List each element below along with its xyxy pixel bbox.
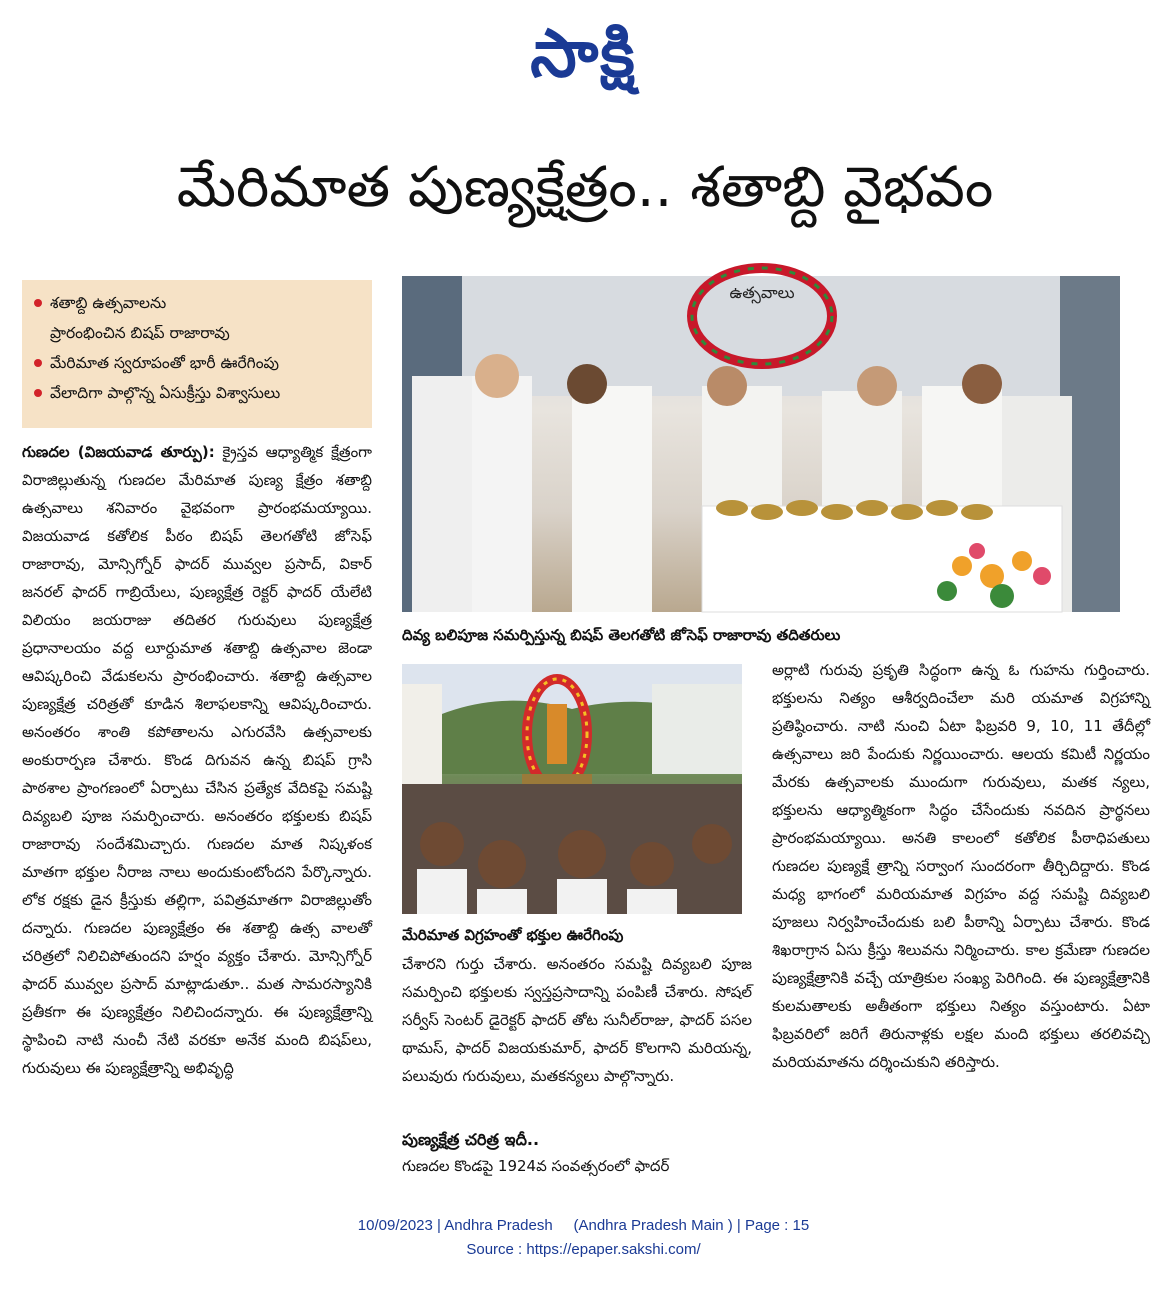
sub-heading: పుణ్యక్షేత్ర చరిత్ర ఇదీ.. bbox=[402, 1130, 540, 1149]
footer-source bbox=[0, 1240, 1167, 1260]
mass-photo bbox=[402, 276, 1120, 612]
article-body-1: క్రైస్తవ ఆధ్యాత్మిక క్షేత్రంగా విరాజిల్లుతున్న గుణదల మేరిమాత పుణ్య క్షేత్రం శతాబ్ది ఉత్సవాలు శనివారం వైభవంగా ప్రారంభమయ్యాయి. విజయవాడ కతోలిక పీఠం బిషప్ తెలగతోటి జోసెఫ్ రాజారావు, మోన్సిగ్నోర్ ఫాదర్ మువ్వల ప్రసాద్, వికార్ జనరల్ ఫాదర్ గాబ్రియేలు, పుణ్యక్షేత్ర రెక్టర్ ఫాదర్ యేలేటి విలియం జయరాజు తదితర గురువులు పుణ్యక్షేత్ర ప్రధానాలయం వద్ద లూర్దుమాత శతాబ్ది ఉత్సవాల జెండా ఆవిష్కరించి వేడుకలను ప్రారంభించారు. శతాబ్ది ఉత్సవాల పుణ్యక్షేత్ర చరిత్రతో కూడిన శిలాఫలకాన్ని ఆవిష్కరించారు. అనంతరం శాంతి కపోతాలను ఎగురవేసి ఉత్సవాలకు అంకురార్పణ చేశారు. కొండ దిగువన ఉన్న బిషప్ గ్రాసి పాఠశాల ప్రాంగణంలో ఏర్పాటు చేసిన ప్రత్యేక వేదికపై సమష్టి దివ్యబలి పూజ సమర్పించారు. అనంతరం భక్తులకు బిషప్ రాజారావు సందేశమిచ్చారు. గుణదల మాత నిష్కళంక మాతగా భక్తుల నీరాజ నాలు అందుకుంటోందని పేర్కొన్నారు. లోక రక్షకు డైన క్రీస్తుకు తల్లిగా, పవిత్రమాతగా విరాజిల్లుతోం దన్నారు. గుణదల పుణ్యక్షేత్రం ఈ శతాబ్ది ఉత్స వాలతో చరిత్రలో నిలిచిపోతుందని హర్షం వ్యక్తం చేశారు. మోన్సిగ్నోర్ ఫాదర్ మువ్వల ప్రసాద్ మాట్లాడుతూ.. మత సామరస్యానికి ప్రతీకగా ఈ పుణ్యక్షేత్రం నిలిచిందన్నారు. ఈ పుణ్యక్షేత్రాన్ని స్థాపించి నాటి నుంచీ నేటి వరకూ అనేక మంది బిషప్‌లు, గురువులు ఈ పుణ్యక్షేత్రాన్ని అభివృద్ధి bbox=[22, 443, 372, 1077]
masthead bbox=[0, 14, 1167, 94]
bullet-icon bbox=[34, 389, 42, 397]
highlight-line: వేలాదిగా పాల్గొన్న ఏసుక్రీస్తు విశ్వాసులు bbox=[50, 384, 281, 402]
mass-photo-illustration bbox=[402, 276, 1120, 612]
highlights-box bbox=[22, 280, 372, 428]
photo-caption-2: మేరిమాత విగ్రహంతో భక్తుల ఊరేగింపు bbox=[402, 926, 624, 944]
highlight-line: ప్రారంభించిన బిషప్ రాజారావు bbox=[50, 324, 230, 342]
article-column-2: చేశారని గుర్తు చేశారు. అనంతరం సమష్టి దివ్యబలి పూజ సమర్పించి భక్తులకు స్వస్తప్రసాదాన్ని పంపిణీ చేశారు. సోషల్ సర్వీస్ సెంటర్ డైరెక్టర్ ఫాదర్ తోట సునీల్‌రాజు, ఫాదర్ పసల థామస్, ఫాదర్ విజయకుమార్, ఫాదర్ కొలగాని మరియన్న, పలువురు గురువులు, మతకన్యలు పాల్గొన్నారు. bbox=[402, 955, 752, 1085]
article-column-3: అర్లాటి గురువు ప్రకృతి సిద్ధంగా ఉన్న ఓ గుహను గుర్తించారు. భక్తులను నిత్యం ఆశీర్వదించేలా మరి యమాత విగ్రహాన్ని ప్రతిష్ఠించారు. నాటి నుంచి ఏటా ఫిబ్రవరి 9, 10, 11 తేదీల్లో ఉత్సవాలు జరి పేందుకు నిర్ణయించారు. ఆలయ కమిటీ నిర్ణయం మేరకు ఉత్సవాలకు ముందుగా గురువులు, మతక న్యలు, భక్తులను ఆధ్యాత్మికంగా సిద్ధం చేసేందుకు నవదిన ప్రార్థనలు ప్రారంభమయ్యాయి. అనతి కాలంలో కతోలిక పీఠాధిపతులు గుణదల పుణ్యక్షే త్రాన్ని సర్వాంగ సుందరంగా తీర్చిదిద్దారు. కొండ మధ్య భాగంలో మరియమాత విగ్రహం వద్ద సమష్టి దివ్యబలి పూజలు నిర్వహించేందుకు బలి పీఠాన్ని ఏర్పాటు చేశారు. కొండ శిఖరాగ్రాన ఏసు క్రీస్తు శిలువను నిర్మించారు. కాల క్రమేణా గుణదల పుణ్యక్షేత్రానికి వచ్చే యాత్రికుల సంఖ్య పెరిగింది. ఈ పుణ్యక్షేత్రానికి కులమతాలకు అతీతంగా భక్తులు నిత్యం వస్తుంటారు. ఏటా ఫిబ్రవరిలో జరిగే తిరునాళ్లకు లక్షల మంది భక్తులు తరలివచ్చి మరియమాతను దర్శించుకుని తరిస్తారు. bbox=[772, 661, 1150, 1071]
bullet-icon bbox=[34, 299, 42, 307]
procession-photo bbox=[402, 664, 742, 914]
footer-source-text[interactable]: Source : https://epaper.sakshi.com/ bbox=[466, 1241, 701, 1258]
article-column-1 bbox=[22, 438, 372, 1180]
highlight-item bbox=[30, 348, 364, 378]
footer-edition-text: 10/09/2023 | Andhra Pradesh (Andhra Pradesh Main ) | Page : 15 bbox=[357, 1217, 810, 1234]
procession-photo-illustration bbox=[402, 664, 742, 914]
dateline: గుణదల (విజయవాడ తూర్పు): bbox=[22, 443, 215, 461]
highlight-item bbox=[30, 288, 364, 348]
highlight-line: శతాబ్ది ఉత్సవాలను bbox=[50, 294, 167, 312]
footer-edition-info bbox=[0, 1216, 1167, 1236]
sakshi-logo: సాక్షి bbox=[530, 15, 637, 92]
headline: మేరిమాత పుణ్యక్షేత్రం.. శతాబ్ది వైభవం bbox=[176, 155, 994, 220]
highlight-item bbox=[30, 378, 364, 408]
photo-banner-text: ఉత్సవాలు bbox=[729, 283, 795, 302]
article-column-2-continued: గుణదల కొండపై 1924వ సంవత్సరంలో ఫాదర్ bbox=[402, 1157, 670, 1175]
bullet-icon bbox=[34, 359, 42, 367]
photo-caption-1: దివ్య బలిపూజ సమర్పిస్తున్న బిషప్ తెలగతోటి జోసెఫ్ రాజారావు తదితరులు bbox=[402, 626, 841, 644]
highlight-line: మేరిమాత స్వరూపంతో భారీ ఊరేగింపు bbox=[50, 354, 280, 372]
